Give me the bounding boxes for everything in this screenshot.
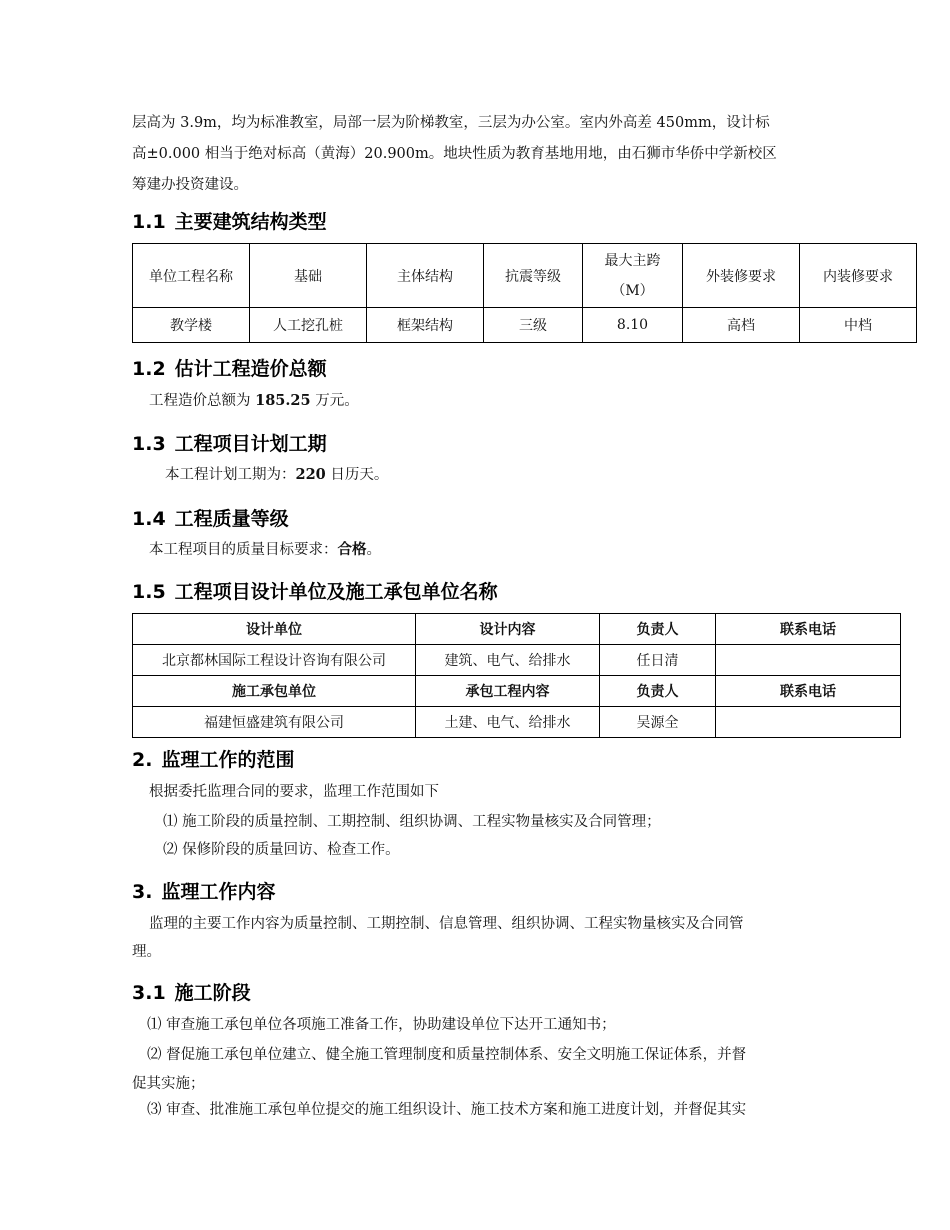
table-cell: 建筑、电气、给排水 (416, 645, 600, 676)
table-cell: 高档 (683, 308, 800, 343)
section-title: 工程质量等级 (174, 508, 289, 530)
table-cell: 土建、电气、给排水 (416, 707, 600, 738)
design-row (133, 645, 901, 676)
header-cell: 负责人 (600, 676, 716, 707)
structure-type-table (132, 243, 917, 343)
section-1-4-heading (132, 506, 900, 532)
section-1-5-heading (132, 579, 900, 605)
section-number: 1.5 (132, 581, 166, 603)
header-cell: 设计内容 (416, 614, 600, 645)
header-cell: 负责人 (600, 614, 716, 645)
header-cell: 抗震等级 (484, 244, 583, 308)
section-2-heading (132, 747, 900, 773)
table-row (133, 308, 917, 343)
quality-paragraph (132, 540, 917, 560)
cost-paragraph (132, 391, 917, 411)
section-3-heading (132, 879, 900, 905)
table-header-row (133, 244, 917, 308)
cost-text: 工程造价总额为 (149, 393, 256, 409)
content-line-1: 监理的主要工作内容为质量控制、工期控制、信息管理、组织协调、工程实物量核实及合同管 (149, 916, 744, 932)
contract-header-row (133, 676, 901, 707)
section-title: 主要建筑结构类型 (174, 211, 327, 233)
stage-item-1: ⑴ 审查施工承包单位各项施工准备工作，协助建设单位下达开工通知书； (147, 1017, 616, 1033)
schedule-unit: 日历天。 (325, 467, 389, 483)
header-cell: 联系电话 (716, 614, 901, 645)
scope-intro: 根据委托监理合同的要求，监理工作范围如下 (149, 784, 439, 800)
header-cell: 单位工程名称 (133, 244, 250, 308)
intro-line-3: 筹建办投资建设。 (132, 177, 248, 193)
table-cell: 中档 (800, 308, 917, 343)
header-span-line-1: 最大主跨 (604, 252, 661, 269)
section-number: 1.4 (132, 508, 166, 530)
header-cell: 设计单位 (133, 614, 416, 645)
table-cell: 北京都林国际工程设计咨询有限公司 (133, 645, 416, 676)
section-1-3-heading (132, 431, 900, 457)
quality-text: 本工程项目的质量目标要求： (149, 542, 338, 558)
table-cell: 吴源全 (600, 707, 716, 738)
table-cell: 人工挖孔桩 (250, 308, 367, 343)
section-1-2-heading (132, 356, 900, 382)
section-1-1-heading (132, 209, 900, 235)
contract-row (133, 707, 901, 738)
scope-item-1: ⑴ 施工阶段的质量控制、工期控制、组织协调、工程实物量核实及合同管理； (163, 814, 661, 830)
units-table (132, 613, 901, 738)
stage-item-2-line-2: 促其实施； (132, 1076, 205, 1092)
intro-line-1: 层高为 3.9m，均为标准教室，局部一层为阶梯教室，三层为办公室。室内外高差 450mm，设计标 (132, 115, 770, 131)
section-title: 工程项目计划工期 (174, 433, 327, 455)
header-span-line-2: （M） (611, 282, 654, 299)
table-cell (716, 707, 901, 738)
section-number: 1.3 (132, 433, 166, 455)
table-cell: 福建恒盛建筑有限公司 (133, 707, 416, 738)
header-cell: 联系电话 (716, 676, 901, 707)
section-number: 3.1 (132, 982, 166, 1004)
design-header-row (133, 614, 901, 645)
header-cell-span (583, 244, 683, 308)
table-cell (716, 645, 901, 676)
schedule-value: 220 (295, 466, 326, 483)
quality-end: 。 (366, 542, 381, 558)
section-title: 监理工作的范围 (161, 749, 295, 771)
header-cell: 基础 (250, 244, 367, 308)
cost-value: 185.25 (255, 392, 311, 409)
table-cell: 教学楼 (133, 308, 250, 343)
header-cell: 主体结构 (367, 244, 484, 308)
section-3-1-heading (132, 980, 900, 1006)
header-cell: 内装修要求 (800, 244, 917, 308)
table-cell: 三级 (484, 308, 583, 343)
section-title: 估计工程造价总额 (174, 358, 327, 380)
section-number: 1.2 (132, 358, 166, 380)
quality-value: 合格 (337, 541, 367, 558)
schedule-text: 本工程计划工期为： (165, 467, 296, 483)
header-cell: 承包工程内容 (416, 676, 600, 707)
schedule-paragraph (132, 465, 933, 485)
cost-unit: 万元。 (310, 393, 359, 409)
section-number: 2. (132, 749, 153, 771)
header-cell: 施工承包单位 (133, 676, 416, 707)
content-line-2: 理。 (132, 944, 161, 960)
header-cell: 外装修要求 (683, 244, 800, 308)
section-title: 监理工作内容 (161, 881, 276, 903)
table-cell: 8.10 (583, 308, 683, 343)
table-cell: 框架结构 (367, 308, 484, 343)
section-title: 工程项目设计单位及施工承包单位名称 (174, 581, 498, 603)
table-cell: 任日清 (600, 645, 716, 676)
scope-item-2: ⑵ 保修阶段的质量回访、检查工作。 (163, 842, 400, 858)
section-number: 1.1 (132, 211, 166, 233)
section-title: 施工阶段 (174, 982, 251, 1004)
section-number: 3. (132, 881, 153, 903)
intro-line-2: 高±0.000 相当于绝对标高（黄海）20.900m。地块性质为教育基地用地，由石狮市华侨中学新校区 (132, 146, 777, 162)
stage-item-3: ⑶ 审查、批准施工承包单位提交的施工组织设计、施工技术方案和施工进度计划，并督促其实 (147, 1102, 747, 1118)
stage-item-2-line-1: ⑵ 督促施工承包单位建立、健全施工管理制度和质量控制体系、安全文明施工保证体系，并督 (147, 1047, 747, 1063)
